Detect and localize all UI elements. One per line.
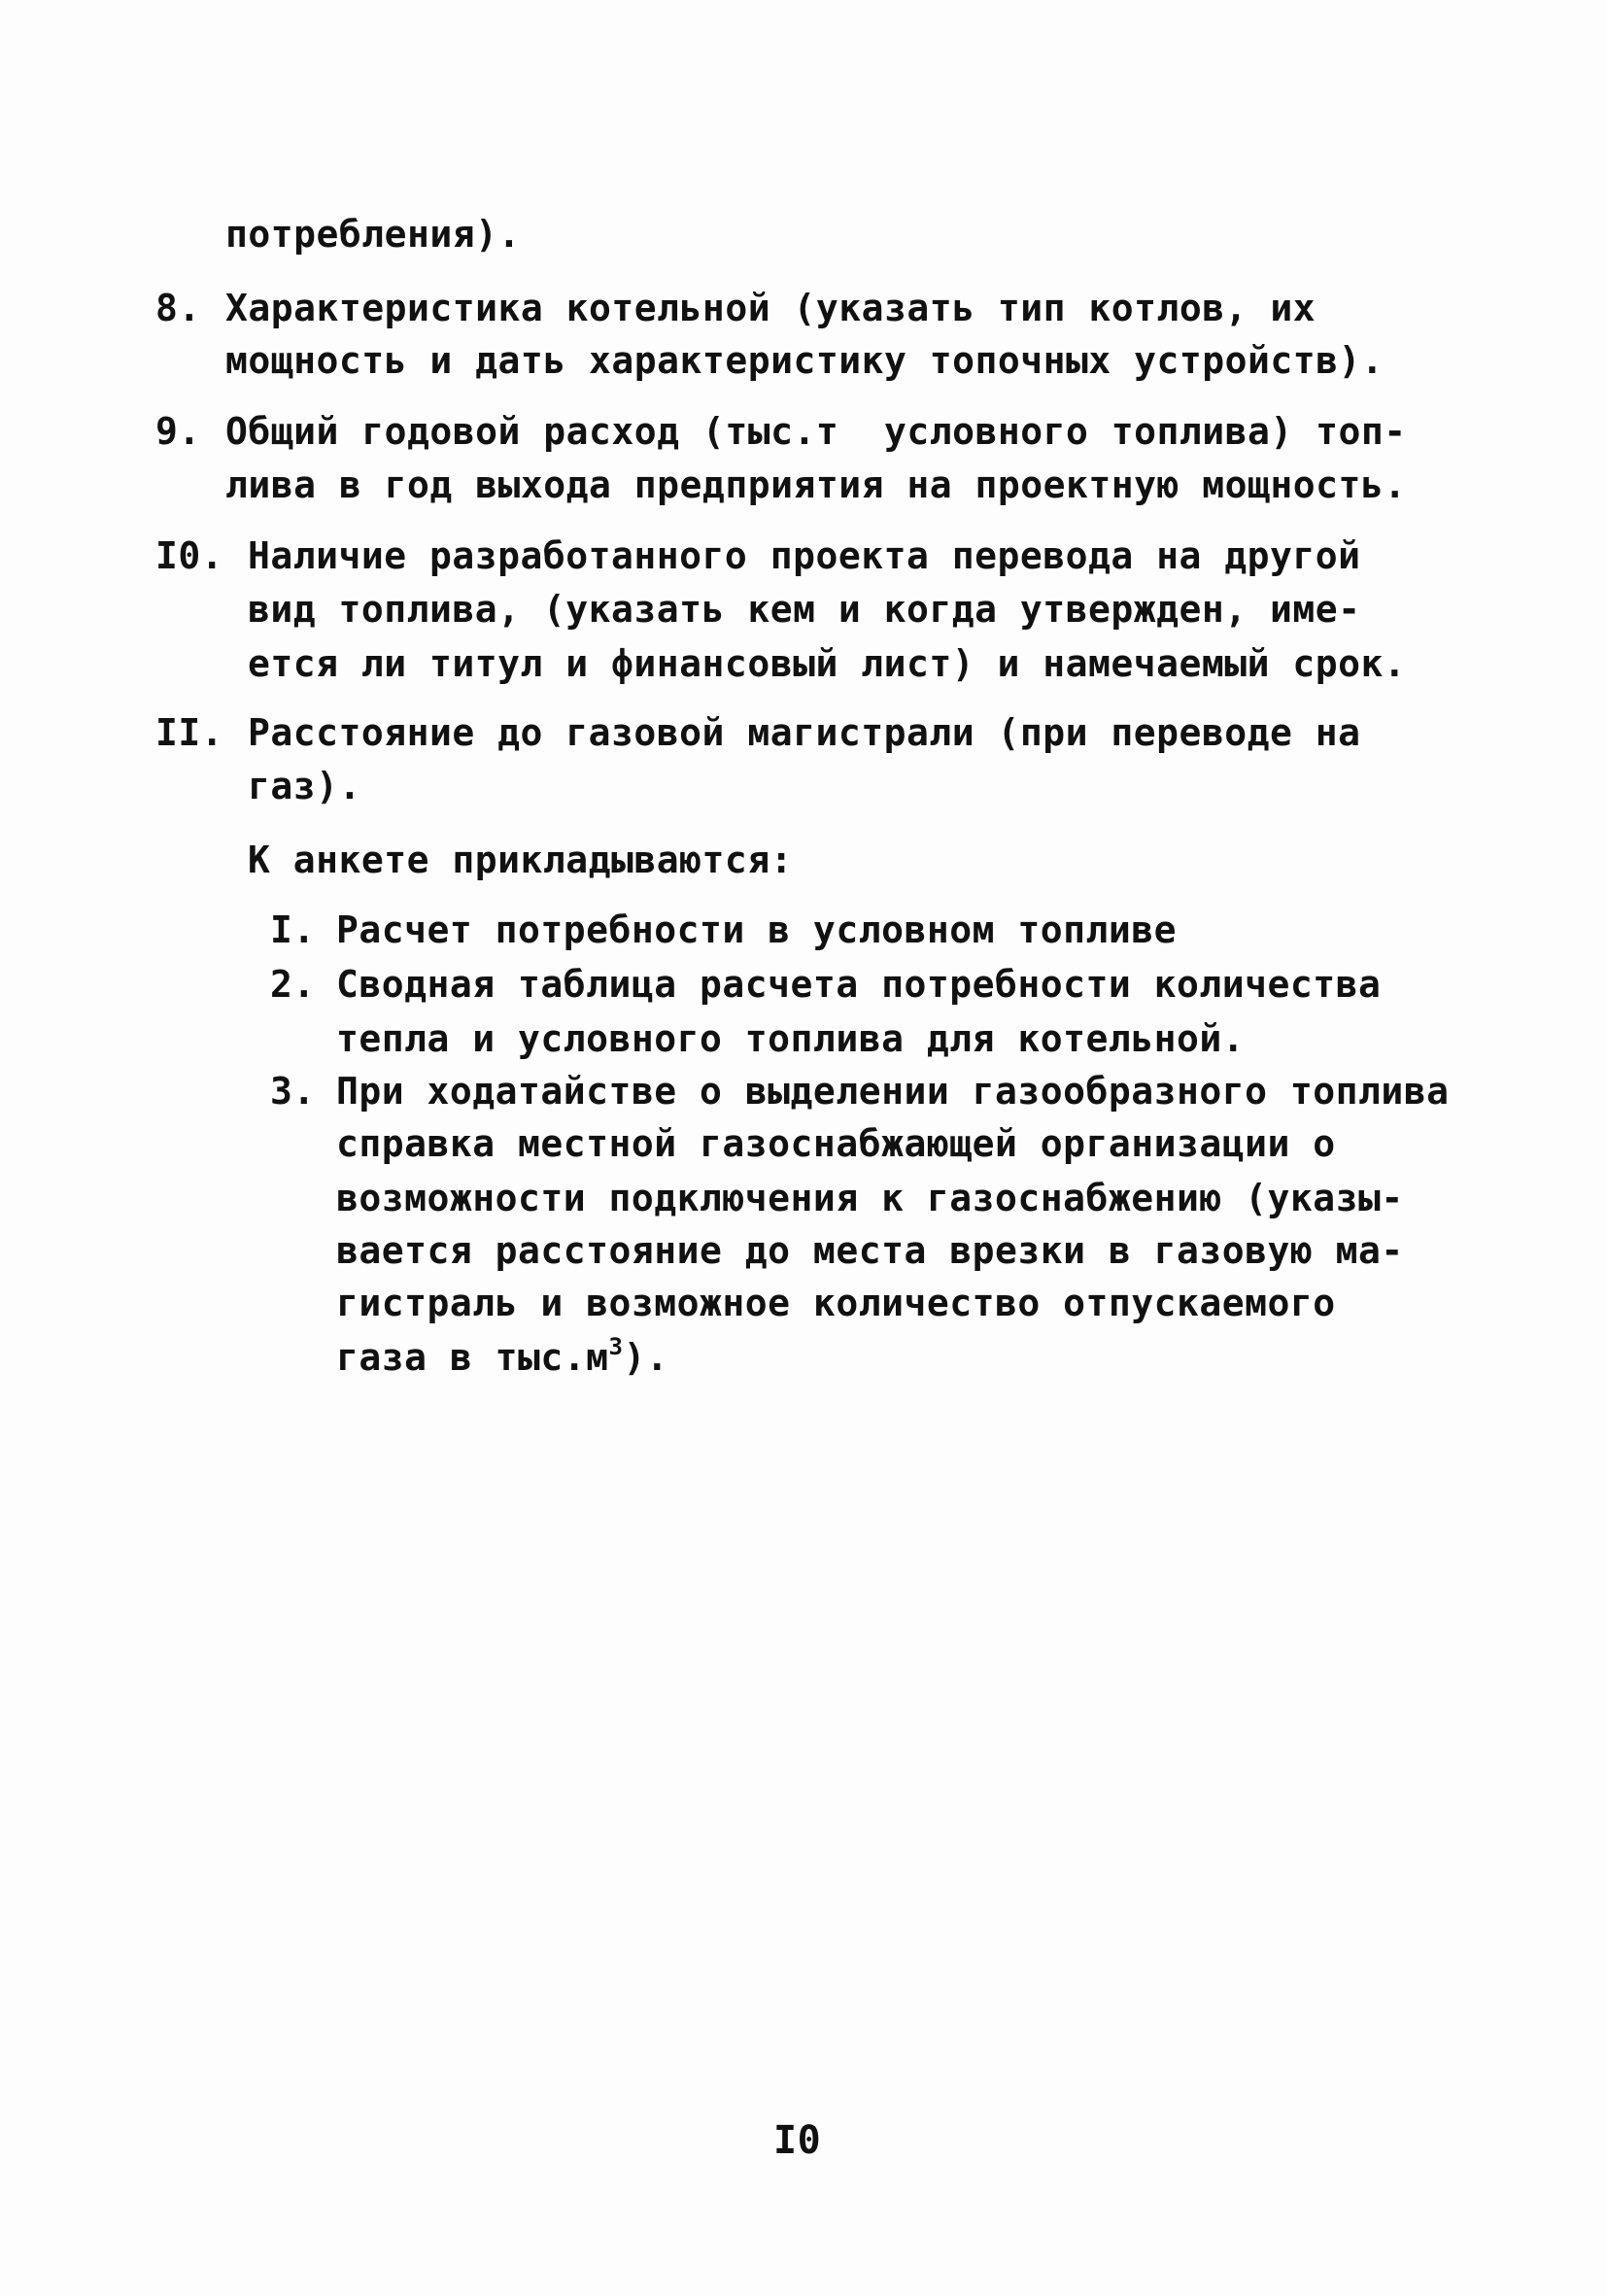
item-number-11: II. xyxy=(155,711,224,754)
item-8-line-2: мощность и дать характеристику топочных устройств). xyxy=(225,339,1385,382)
item-number-10: I0. xyxy=(155,534,224,577)
item-10-line-3: ется ли титул и финансовый лист) и намечаемый срок. xyxy=(248,642,1407,685)
item-number-8: 8. xyxy=(155,287,201,329)
item-number-9: 9. xyxy=(155,410,201,453)
attachment-3-line-6 xyxy=(336,1333,669,1379)
item-9-line-1: Общий годовой расход (тыс.т условного топлива) топ- xyxy=(225,410,1407,453)
superscript-3: 3 xyxy=(608,1333,624,1360)
attachment-3-last-text: газа в тыс.м xyxy=(336,1336,609,1379)
attachment-3-line-1: При ходатайстве о выделении газообразного топлива xyxy=(336,1070,1450,1113)
attachments-heading: К анкете прикладываются: xyxy=(248,839,794,881)
attachment-2-line-1: Сводная таблица расчета потребности количества xyxy=(336,963,1382,1006)
attachment-number-2: 2. xyxy=(270,963,316,1006)
item-11-line-1: Расстояние до газовой магистрали (при переводе на xyxy=(248,711,1361,754)
attachment-2-line-2: тепла и условного топлива для котельной. xyxy=(336,1017,1246,1060)
item-8-line-1: Характеристика котельной (указать тип котлов, их xyxy=(225,287,1316,329)
item-10-line-1: Наличие разработанного проекта перевода на другой xyxy=(248,534,1361,577)
attachment-3-line-3: возможности подключения к газоснабжению (указы- xyxy=(336,1177,1404,1219)
attachment-number-1: I. xyxy=(270,908,316,951)
item-11-line-2: газ). xyxy=(248,765,361,807)
attachment-1-line-1: Расчет потребности в условном топливе xyxy=(336,908,1177,951)
page-number: I0 xyxy=(773,2118,822,2163)
attachment-3-last-tail: ). xyxy=(623,1336,669,1379)
attachment-3-line-5: гистраль и возможное количество отпускаемого xyxy=(336,1282,1336,1324)
attachment-3-line-4: вается расстояние до места врезки в газовую ма- xyxy=(336,1229,1404,1272)
attachment-number-3: 3. xyxy=(270,1070,316,1113)
item-10-line-2: вид топлива, (указать кем и когда утвержден, име- xyxy=(248,588,1361,631)
attachment-3-line-2: справка местной газоснабжающей организации о xyxy=(336,1122,1336,1165)
item-9-line-2: лива в год выхода предприятия на проектную мощность. xyxy=(225,463,1407,506)
continuation-line: потребления). xyxy=(225,213,521,256)
